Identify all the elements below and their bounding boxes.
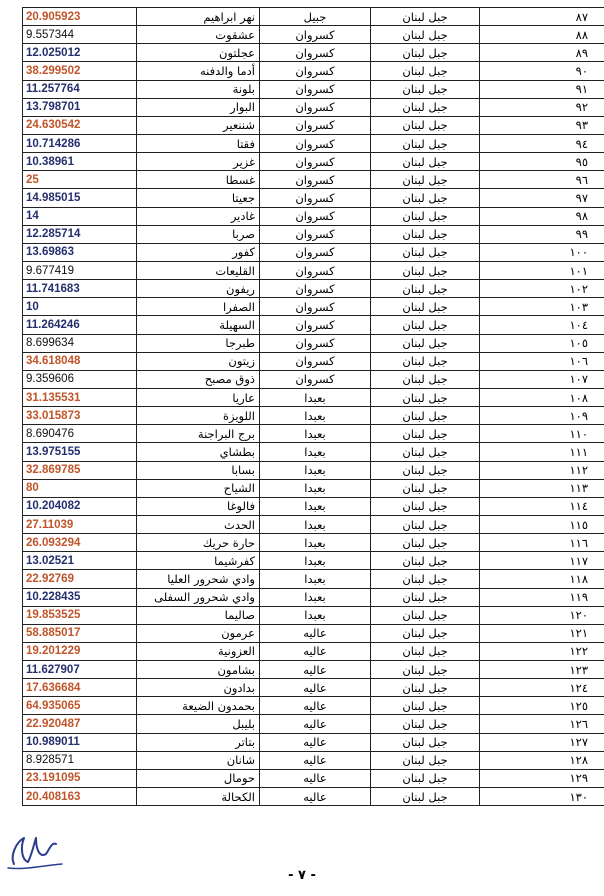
town-cell: فالوغا	[137, 497, 260, 515]
row-number-cell: ١٠٥	[480, 334, 604, 352]
value-cell: 11.741683	[23, 280, 137, 298]
value-cell: 19.853525	[23, 606, 137, 624]
value-cell: 22.920487	[23, 715, 137, 733]
row-number-cell: ٩٤	[480, 134, 604, 152]
town-cell: عرمون	[137, 624, 260, 642]
value-cell: 14	[23, 207, 137, 225]
town-cell: القليعات	[137, 261, 260, 279]
town-cell: برج البراجنة	[137, 425, 260, 443]
row-number-cell: ٩٣	[480, 116, 604, 134]
town-cell: بليبل	[137, 715, 260, 733]
row-number-cell: ١٠١	[480, 261, 604, 279]
table-row	[23, 769, 604, 787]
town-cell: غسطا	[137, 171, 260, 189]
row-number-cell: ١٠٤	[480, 316, 604, 334]
value-cell: 12.025012	[23, 44, 137, 62]
town-cell: غزير	[137, 153, 260, 171]
row-number-cell: ١٢٨	[480, 751, 604, 769]
value-cell: 24.630542	[23, 116, 137, 134]
town-cell: شانان	[137, 751, 260, 769]
value-cell: 10.204082	[23, 497, 137, 515]
row-number-cell: ١١٦	[480, 534, 604, 552]
governorate-cell: جبل لبنان	[371, 515, 480, 533]
value-cell: 27.11039	[23, 515, 137, 533]
governorate-cell: جبل لبنان	[371, 570, 480, 588]
district-cell: كسروان	[260, 225, 371, 243]
row-number-cell: ١٠٦	[480, 352, 604, 370]
row-number-cell: ١٠٨	[480, 388, 604, 406]
row-number-cell: ١٢١	[480, 624, 604, 642]
town-cell: حارة حريك	[137, 534, 260, 552]
row-number-cell: ١١٥	[480, 515, 604, 533]
governorate-cell: جبل لبنان	[371, 588, 480, 606]
value-cell: 26.093294	[23, 534, 137, 552]
row-number-cell: ٩٠	[480, 62, 604, 80]
value-cell: 38.299502	[23, 62, 137, 80]
table-row	[23, 334, 604, 352]
value-cell: 13.69863	[23, 243, 137, 261]
governorate-cell: جبل لبنان	[371, 98, 480, 116]
value-cell: 14.985015	[23, 189, 137, 207]
town-cell: عشقوت	[137, 26, 260, 44]
row-number-cell: ١١٩	[480, 588, 604, 606]
table-row	[23, 44, 604, 62]
table-row	[23, 624, 604, 642]
row-number-cell: ١٢٧	[480, 733, 604, 751]
table-row	[23, 661, 604, 679]
table-row	[23, 134, 604, 152]
table-row	[23, 497, 604, 515]
row-number-cell: ٨٧	[480, 8, 604, 26]
value-cell: 10.228435	[23, 588, 137, 606]
table-row	[23, 8, 604, 26]
table-row	[23, 370, 604, 388]
row-number-cell: ١٢٠	[480, 606, 604, 624]
row-number-cell: ١٠٣	[480, 298, 604, 316]
town-cell: نهر ابراهيم	[137, 8, 260, 26]
governorate-cell: جبل لبنان	[371, 261, 480, 279]
governorate-cell: جبل لبنان	[371, 243, 480, 261]
town-cell: جعيتا	[137, 189, 260, 207]
town-cell: البوار	[137, 98, 260, 116]
town-cell: العزونية	[137, 642, 260, 660]
row-number-cell: ٩٥	[480, 153, 604, 171]
town-cell: وادي شحرور العليا	[137, 570, 260, 588]
row-number-cell: ١٢٦	[480, 715, 604, 733]
page-number: - ٧ -	[288, 868, 316, 883]
district-cell: كسروان	[260, 243, 371, 261]
district-cell: كسروان	[260, 153, 371, 171]
governorate-cell: جبل لبنان	[371, 316, 480, 334]
district-cell: كسروان	[260, 316, 371, 334]
value-cell: 64.935065	[23, 697, 137, 715]
district-cell: كسروان	[260, 261, 371, 279]
table-row	[23, 80, 604, 98]
value-cell: 9.359606	[23, 370, 137, 388]
table-row	[23, 642, 604, 660]
town-cell: الكحالة	[137, 788, 260, 806]
row-number-cell: ١١٣	[480, 479, 604, 497]
value-cell: 20.905923	[23, 8, 137, 26]
town-cell: حومال	[137, 769, 260, 787]
governorate-cell: جبل لبنان	[371, 334, 480, 352]
governorate-cell: جبل لبنان	[371, 388, 480, 406]
district-cell: كسروان	[260, 26, 371, 44]
governorate-cell: جبل لبنان	[371, 497, 480, 515]
town-cell: وادي شحرور السفلى	[137, 588, 260, 606]
governorate-cell: جبل لبنان	[371, 134, 480, 152]
town-cell: اللويزة	[137, 407, 260, 425]
value-cell: 22.92769	[23, 570, 137, 588]
row-number-cell: ١٠٧	[480, 370, 604, 388]
governorate-cell: جبل لبنان	[371, 225, 480, 243]
governorate-cell: جبل لبنان	[371, 552, 480, 570]
district-cell: عاليه	[260, 715, 371, 733]
town-cell: بدادون	[137, 679, 260, 697]
row-number-cell: ٩٦	[480, 171, 604, 189]
table-row	[23, 461, 604, 479]
value-cell: 33.015873	[23, 407, 137, 425]
governorate-cell: جبل لبنان	[371, 479, 480, 497]
governorate-cell: جبل لبنان	[371, 733, 480, 751]
district-cell: كسروان	[260, 334, 371, 352]
town-cell: السهيلة	[137, 316, 260, 334]
town-cell: بتاتر	[137, 733, 260, 751]
table-row	[23, 479, 604, 497]
town-cell: طبرجا	[137, 334, 260, 352]
table-row	[23, 515, 604, 533]
table-row	[23, 588, 604, 606]
town-cell: بطشاي	[137, 443, 260, 461]
district-cell: بعبدا	[260, 461, 371, 479]
district-cell: كسروان	[260, 80, 371, 98]
value-cell: 8.699634	[23, 334, 137, 352]
value-cell: 17.636684	[23, 679, 137, 697]
value-cell: 19.201229	[23, 642, 137, 660]
row-number-cell: ١٠٠	[480, 243, 604, 261]
table-row	[23, 352, 604, 370]
governorate-cell: جبل لبنان	[371, 207, 480, 225]
town-cell: عاريا	[137, 388, 260, 406]
governorate-cell: جبل لبنان	[371, 679, 480, 697]
district-cell: كسروان	[260, 98, 371, 116]
governorate-cell: جبل لبنان	[371, 443, 480, 461]
table-row	[23, 207, 604, 225]
table-row	[23, 316, 604, 334]
row-number-cell: ١١٨	[480, 570, 604, 588]
district-cell: بعبدا	[260, 497, 371, 515]
town-cell: بلونة	[137, 80, 260, 98]
value-cell: 8.928571	[23, 751, 137, 769]
town-cell: بسابا	[137, 461, 260, 479]
row-number-cell: ٩١	[480, 80, 604, 98]
row-number-cell: ١١٠	[480, 425, 604, 443]
district-cell: عاليه	[260, 697, 371, 715]
governorate-cell: جبل لبنان	[371, 769, 480, 787]
value-cell: 58.885017	[23, 624, 137, 642]
table-row	[23, 697, 604, 715]
value-cell: 10	[23, 298, 137, 316]
row-number-cell: ١٢٣	[480, 661, 604, 679]
district-cell: كسروان	[260, 370, 371, 388]
value-cell: 23.191095	[23, 769, 137, 787]
district-cell: عاليه	[260, 751, 371, 769]
table-row	[23, 189, 604, 207]
district-cell: كسروان	[260, 44, 371, 62]
district-cell: بعبدا	[260, 588, 371, 606]
row-number-cell: ١٠٩	[480, 407, 604, 425]
table-row	[23, 153, 604, 171]
district-cell: كسروان	[260, 352, 371, 370]
row-number-cell: ١٢٩	[480, 769, 604, 787]
governorate-cell: جبل لبنان	[371, 461, 480, 479]
town-cell: شننعير	[137, 116, 260, 134]
table-row	[23, 715, 604, 733]
governorate-cell: جبل لبنان	[371, 425, 480, 443]
table-row	[23, 534, 604, 552]
district-cell: بعبدا	[260, 479, 371, 497]
governorate-cell: جبل لبنان	[371, 407, 480, 425]
town-cell: الصفرا	[137, 298, 260, 316]
value-cell: 10.989011	[23, 733, 137, 751]
table-row	[23, 62, 604, 80]
table-row	[23, 425, 604, 443]
district-cell: بعبدا	[260, 552, 371, 570]
town-cell: بشامون	[137, 661, 260, 679]
row-number-cell: ٨٨	[480, 26, 604, 44]
governorate-cell: جبل لبنان	[371, 153, 480, 171]
district-cell: عاليه	[260, 769, 371, 787]
governorate-cell: جبل لبنان	[371, 697, 480, 715]
table-row	[23, 261, 604, 279]
governorate-cell: جبل لبنان	[371, 8, 480, 26]
governorate-cell: جبل لبنان	[371, 352, 480, 370]
value-cell: 8.690476	[23, 425, 137, 443]
row-number-cell: ١١٤	[480, 497, 604, 515]
table-row	[23, 298, 604, 316]
table-row	[23, 225, 604, 243]
district-cell: كسروان	[260, 116, 371, 134]
value-cell: 80	[23, 479, 137, 497]
district-cell: بعبدا	[260, 534, 371, 552]
value-cell: 12.285714	[23, 225, 137, 243]
town-cell: كفور	[137, 243, 260, 261]
table-row	[23, 552, 604, 570]
table-row	[23, 679, 604, 697]
value-cell: 11.257764	[23, 80, 137, 98]
row-number-cell: ٩٩	[480, 225, 604, 243]
table-row	[23, 751, 604, 769]
row-number-cell: ١١٢	[480, 461, 604, 479]
governorate-cell: جبل لبنان	[371, 606, 480, 624]
district-cell: كسروان	[260, 207, 371, 225]
district-cell: بعبدا	[260, 443, 371, 461]
governorate-cell: جبل لبنان	[371, 26, 480, 44]
governorate-cell: جبل لبنان	[371, 624, 480, 642]
district-cell: بعبدا	[260, 388, 371, 406]
value-cell: 13.798701	[23, 98, 137, 116]
district-cell: كسروان	[260, 134, 371, 152]
value-cell: 25	[23, 171, 137, 189]
row-number-cell: ١١٧	[480, 552, 604, 570]
value-cell: 11.627907	[23, 661, 137, 679]
town-cell: صاليما	[137, 606, 260, 624]
table-row	[23, 570, 604, 588]
table-row	[23, 171, 604, 189]
governorate-cell: جبل لبنان	[371, 80, 480, 98]
value-cell: 9.677419	[23, 261, 137, 279]
governorate-cell: جبل لبنان	[371, 661, 480, 679]
governorate-cell: جبل لبنان	[371, 62, 480, 80]
district-cell: بعبدا	[260, 515, 371, 533]
governorate-cell: جبل لبنان	[371, 715, 480, 733]
district-cell: بعبدا	[260, 425, 371, 443]
value-cell: 13.975155	[23, 443, 137, 461]
town-cell: صربا	[137, 225, 260, 243]
value-cell: 34.618048	[23, 352, 137, 370]
row-number-cell: ١٢٥	[480, 697, 604, 715]
district-cell: كسروان	[260, 280, 371, 298]
row-number-cell: ٨٩	[480, 44, 604, 62]
town-cell: أدما والدفنه	[137, 62, 260, 80]
town-cell: غادير	[137, 207, 260, 225]
value-cell: 20.408163	[23, 788, 137, 806]
town-cell: كفرشيما	[137, 552, 260, 570]
district-cell: بعبدا	[260, 407, 371, 425]
district-cell: عاليه	[260, 679, 371, 697]
row-number-cell: ١٠٢	[480, 280, 604, 298]
table-row	[23, 243, 604, 261]
district-cell: عاليه	[260, 788, 371, 806]
row-number-cell: ٩٢	[480, 98, 604, 116]
value-cell: 11.264246	[23, 316, 137, 334]
governorate-cell: جبل لبنان	[371, 116, 480, 134]
district-cell: جبيل	[260, 8, 371, 26]
table-row	[23, 443, 604, 461]
table-row	[23, 116, 604, 134]
table-row	[23, 26, 604, 44]
district-cell: كسروان	[260, 62, 371, 80]
table-row	[23, 606, 604, 624]
table-row	[23, 388, 604, 406]
table-row	[23, 788, 604, 806]
governorate-cell: جبل لبنان	[371, 298, 480, 316]
district-cell: عاليه	[260, 661, 371, 679]
town-cell: ريفون	[137, 280, 260, 298]
district-cell: كسروان	[260, 298, 371, 316]
district-cell: عاليه	[260, 624, 371, 642]
value-cell: 10.38961	[23, 153, 137, 171]
table-row	[23, 98, 604, 116]
governorate-cell: جبل لبنان	[371, 751, 480, 769]
town-cell: الحدث	[137, 515, 260, 533]
governorate-cell: جبل لبنان	[371, 534, 480, 552]
town-cell: عجلتون	[137, 44, 260, 62]
town-cell: فقتا	[137, 134, 260, 152]
district-cell: بعبدا	[260, 606, 371, 624]
town-cell: الشياح	[137, 479, 260, 497]
signature-mark	[6, 820, 66, 872]
table-row	[23, 407, 604, 425]
data-table	[22, 7, 604, 806]
value-cell: 9.557344	[23, 26, 137, 44]
table-body	[23, 8, 604, 806]
town-cell: زيتون	[137, 352, 260, 370]
row-number-cell: ٩٨	[480, 207, 604, 225]
row-number-cell: ٩٧	[480, 189, 604, 207]
table-row	[23, 280, 604, 298]
governorate-cell: جبل لبنان	[371, 370, 480, 388]
town-cell: ذوق مصبح	[137, 370, 260, 388]
district-cell: بعبدا	[260, 570, 371, 588]
row-number-cell: ١١١	[480, 443, 604, 461]
governorate-cell: جبل لبنان	[371, 642, 480, 660]
value-cell: 10.714286	[23, 134, 137, 152]
governorate-cell: جبل لبنان	[371, 171, 480, 189]
governorate-cell: جبل لبنان	[371, 44, 480, 62]
row-number-cell: ١٢٢	[480, 642, 604, 660]
district-cell: عاليه	[260, 733, 371, 751]
table-row	[23, 733, 604, 751]
row-number-cell: ١٢٤	[480, 679, 604, 697]
row-number-cell: ١٣٠	[480, 788, 604, 806]
governorate-cell: جبل لبنان	[371, 788, 480, 806]
governorate-cell: جبل لبنان	[371, 189, 480, 207]
governorate-cell: جبل لبنان	[371, 280, 480, 298]
value-cell: 32.869785	[23, 461, 137, 479]
district-cell: كسروان	[260, 171, 371, 189]
district-cell: عاليه	[260, 642, 371, 660]
value-cell: 13.02521	[23, 552, 137, 570]
district-cell: كسروان	[260, 189, 371, 207]
value-cell: 31.135531	[23, 388, 137, 406]
town-cell: بحمدون الضيعة	[137, 697, 260, 715]
